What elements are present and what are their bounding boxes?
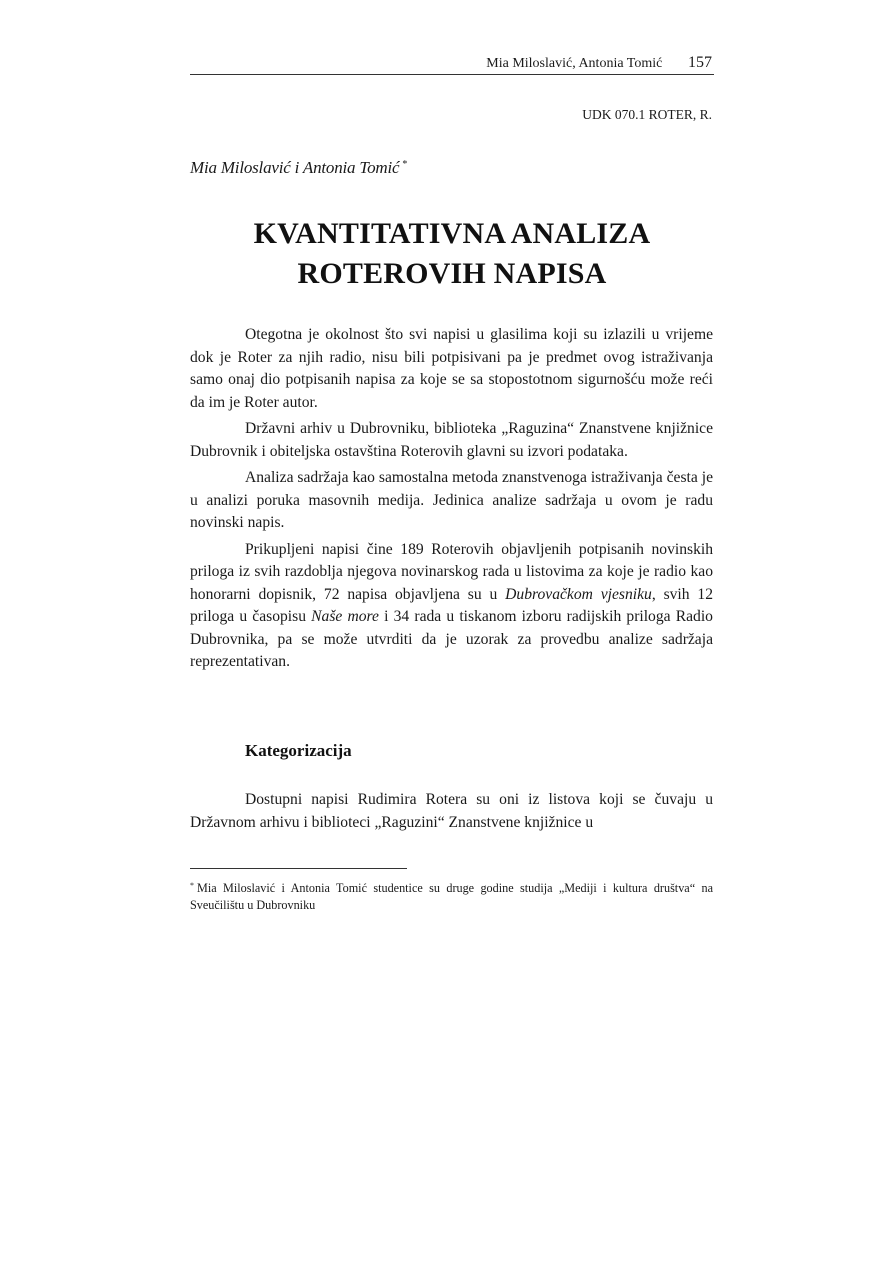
title-line-2: ROTEROVIH NAPISA [297,257,607,290]
paragraph: Analiza sadržaja kao samostalna metoda znanstvenoga istraživanja česta je u analizi poruka masovnih medija. Jedinica analize sadržaja u ovom je radu novinski napis. [190,469,713,531]
byline-footnote-mark: * [402,159,408,170]
footnote-mark: * [190,881,194,890]
footnote [190,877,713,914]
page-number: 157 [688,54,712,71]
paragraph [190,539,713,674]
footnote-divider [190,868,407,869]
footnote-text: Mia Miloslavić i Antonia Tomić studentice su druge godine studija „Mediji i kultura društva“ na Sveučilištu u Dubrovniku [190,881,713,912]
title-line-1: KVANTITATIVNA ANALIZA [253,217,651,250]
publication-title: Naše more [311,608,379,625]
paragraph-text: , svih 12 priloga u časopisu [190,585,713,625]
publication-title: Dubrovačkom vjesniku [505,585,652,603]
paper-title [190,214,714,294]
section-body-text [190,789,713,834]
paragraph: Dostupni napisi Rudimira Rotera su oni iz listova koji se čuvaju u Državnom arhivu i biblioteci „Raguzini“ Znanstvene knjižnice u [190,791,713,831]
running-header [190,52,714,75]
paragraph: Državni arhiv u Dubrovniku, biblioteka „Raguzina“ Znanstvene knjižnice Dubrovnik i obiteljska ostavština Roterovih glavni su izvori podataka. [190,420,713,460]
byline-authors: Mia Miloslavić i Antonia Tomić [190,158,400,177]
section-heading: Kategorizacija [245,741,352,760]
paragraph: Otegotna je okolnost što svi napisi u glasilima koji su izlazili u vrijeme dok je Roter za njih radio, nisu bili potpisivani pa je predmet ovog istraživanja samo onaj dio potpisanih napisa za koje se sa stopostotnom sigurnošću može reći da im je Roter autor. [190,326,713,411]
udk-classification: UDK 070.1 ROTER, R. [582,107,712,122]
body-text [190,324,713,678]
running-header-authors: Mia Miloslavić, Antonia Tomić [486,56,663,71]
author-byline [190,153,407,180]
paragraph-text: i 34 rada u tiskanom izboru radijskih priloga Radio Dubrovnika, pa se može utvrditi da je uzorak za provedbu analize sadržaja reprezentativan. [190,608,713,670]
paragraph-text: Prikupljeni napisi čine 189 Roterovih objavljenih potpisanih novinskih priloga iz svih razdoblja njegova novinarskog rada u listovima za koje je radio kao honorarni dopisnik, 72 napisa objavljena su u [190,540,713,603]
